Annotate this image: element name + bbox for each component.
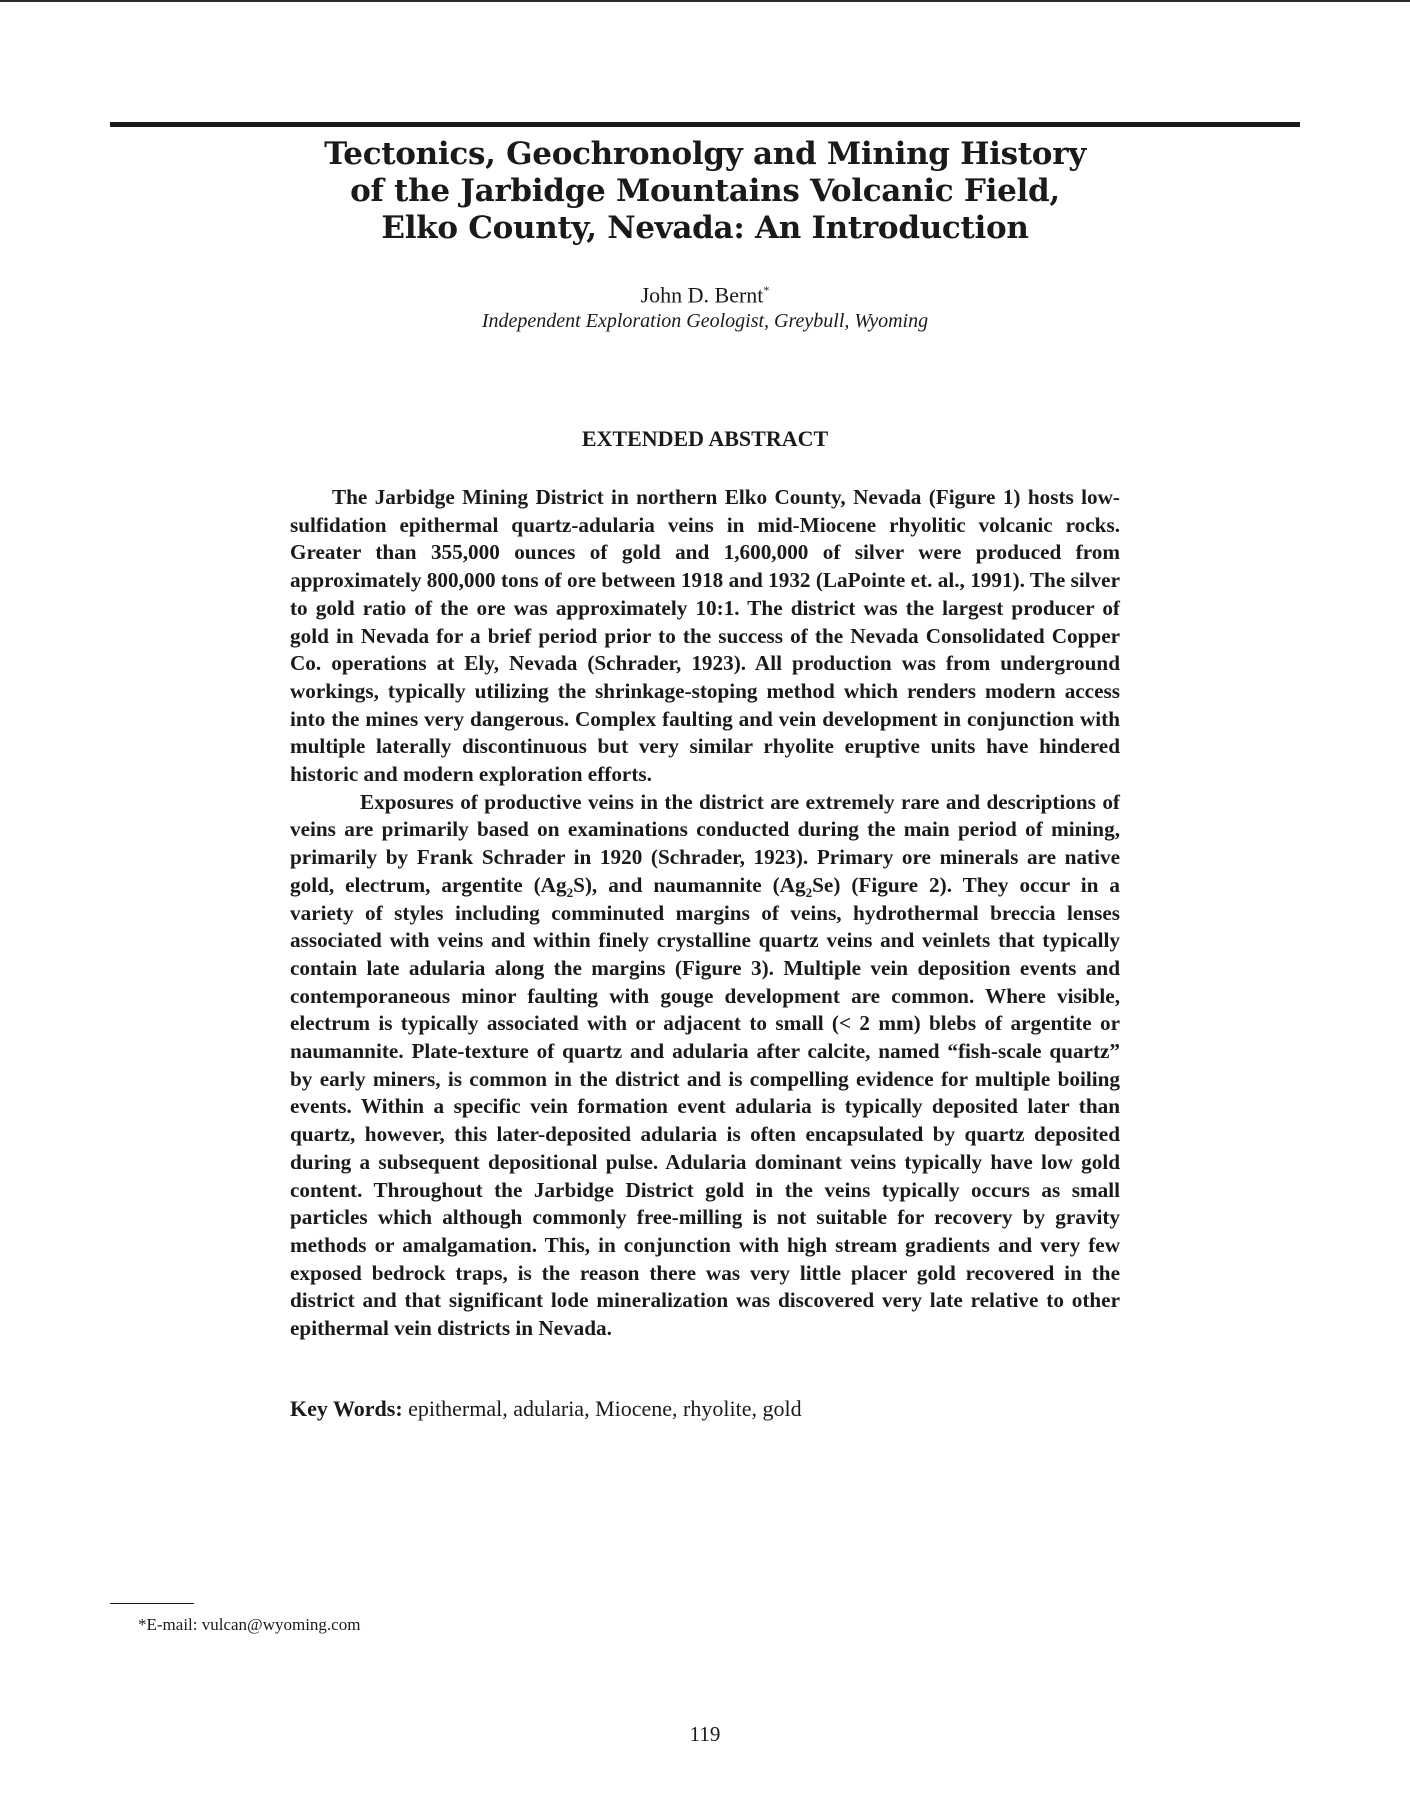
title-rule	[110, 122, 1300, 127]
author-name: John D. Bernt	[640, 282, 764, 308]
page-top-edge	[0, 0, 1410, 2]
paragraph-2-text-b: S), and naumannite (Ag	[573, 872, 806, 897]
abstract-body	[290, 484, 1120, 1343]
keywords-list: epithermal, adularia, Miocene, rhyolite, gold	[402, 1396, 802, 1421]
subscript-2: 2	[805, 885, 813, 901]
footnote-email: *E-mail: vulcan@wyoming.com	[138, 1615, 361, 1634]
abstract-paragraph-2	[290, 789, 1120, 1343]
author-footnote-marker: *	[763, 283, 770, 297]
title-line-2: of the Jarbidge Mountains Volcanic Field,	[350, 173, 1060, 209]
page-number: 119	[689, 1722, 721, 1746]
keywords-label: Key Words:	[290, 1396, 403, 1421]
keywords	[290, 1396, 1120, 1422]
title-line-1: Tectonics, Geochronolgy and Mining History	[324, 136, 1086, 172]
subscript-2: 2	[566, 885, 574, 901]
paragraph-2-text-a: Exposures of productive veins in the district are extremely rare and descriptions of veins are primarily based on examinations conducted during the main period of mining, primarily by Frank Schrader in 1920 (Schrader, 1923). Primary ore minerals are native gold, electrum, argentite (Ag	[290, 789, 1120, 897]
paper-title	[250, 136, 1160, 247]
footnote-rule	[110, 1603, 194, 1604]
author	[0, 277, 1410, 308]
paragraph-2-text-c: Se) (Figure 2). They occur in a variety of styles including comminuted margins of veins, hydrothermal breccia lenses associated with veins and within finely crystalline quartz veins and veinlets that typically contain late adularia along the margins (Figure 3). Multiple vein deposition events and contemporaneous minor faulting with gouge development are common. Where visible, electrum is typically associated with or adjacent to small (< 2 mm) blebs of argentite or naumannite. Plate-texture of quartz and adularia after calcite, named “fish-scale quartz” by early miners, is common in the district and is compelling evidence for multiple boiling events. Within a specific vein formation event adularia is typically deposited later than quartz, however, this later-deposited adularia is often encapsulated by quartz deposited during a subsequent depositional pulse. Adularia dominant veins typically have low gold content. Throughout the Jarbidge District gold in the veins typically occurs as small particles which although commonly free-milling is not suitable for recovery by gravity methods or amalgamation. This, in conjunction with high stream gradients and very few exposed bedrock traps, is the reason there was very little placer gold recovered in the district and that significant lode mineralization was discovered very late relative to other epithermal vein districts in Nevada.	[290, 872, 1120, 1341]
title-line-3: Elko County, Nevada: An Introduction	[381, 210, 1029, 246]
abstract-heading: EXTENDED ABSTRACT	[581, 426, 829, 451]
abstract-paragraph-1: The Jarbidge Mining District in northern Elko County, Nevada (Figure 1) hosts low-sulfidation epithermal quartz-adularia veins in mid-Miocene rhyolitic volcanic rocks. Greater than 355,000 ounces of gold and 1,600,000 of silver were produced from approximately 800,000 tons of ore between 1918 and 1932 (LaPointe et. al., 1991). The silver to gold ratio of the ore was approximately 10:1. The district was the largest producer of gold in Nevada for a brief period prior to the success of the Nevada Consolidated Copper Co. operations at Ely, Nevada (Schrader, 1923). All production was from underground workings, typically utilizing the shrinkage-stoping method which renders modern access into the mines very dangerous. Complex faulting and vein development in conjunction with multiple laterally discontinuous but very similar rhyolite eruptive units have hindered historic and modern exploration efforts.	[290, 485, 1120, 787]
author-affiliation: Independent Exploration Geologist, Greybull, Wyoming	[481, 310, 929, 332]
